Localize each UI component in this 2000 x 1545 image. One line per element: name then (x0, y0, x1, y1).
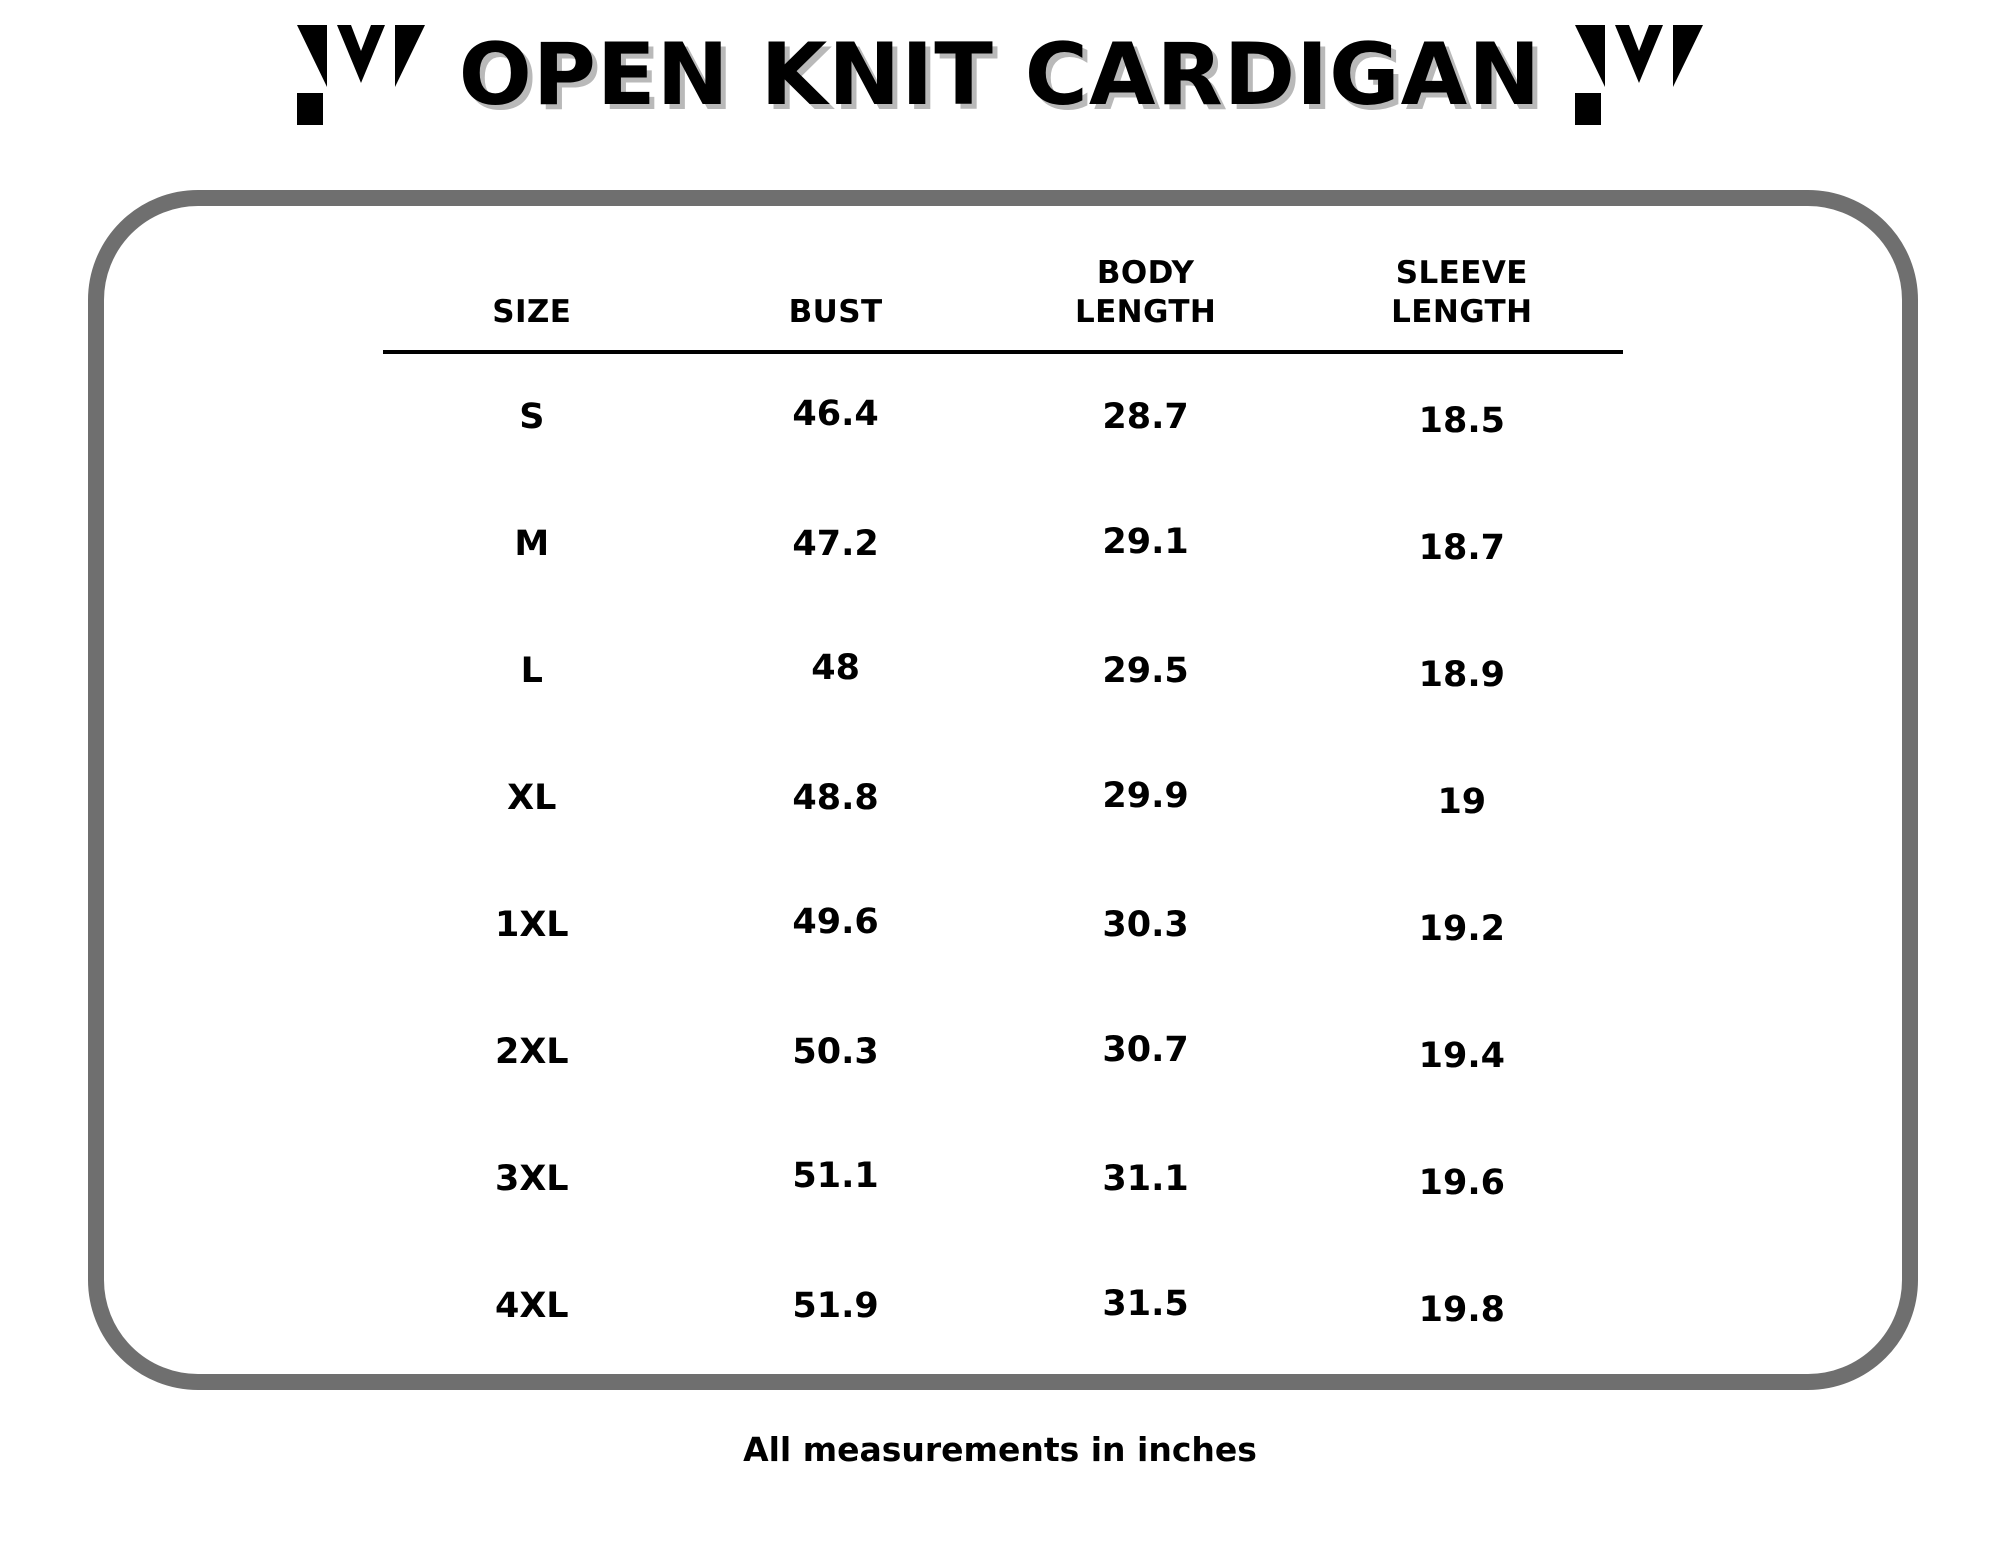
cell-body-length: 31.5 (1102, 1283, 1189, 1324)
cell-size: L (520, 651, 543, 691)
cell-sleeve-length: 19.8 (1418, 1289, 1505, 1330)
size-table-wrapper (383, 244, 1623, 1370)
measurement-units-note: All measurements in inches (743, 1430, 1257, 1469)
cell-body-length: 30.3 (1102, 905, 1189, 945)
table-row (383, 1116, 1623, 1243)
column-header-size (383, 244, 681, 352)
brand-chevron-logo-left (297, 21, 425, 129)
cell-size: 1XL (494, 905, 569, 945)
table-header-row (383, 244, 1623, 352)
column-header-bust-line1: BUST (788, 293, 883, 330)
column-header-body-length-line1: BODY (1096, 255, 1195, 291)
table-row (383, 481, 1623, 608)
cell-body-length: 29.1 (1102, 521, 1189, 562)
table-row (383, 352, 1623, 481)
table-row (383, 862, 1623, 989)
cell-sleeve-length: 19.2 (1418, 908, 1505, 949)
cell-body-length: 29.5 (1102, 651, 1189, 691)
cell-sleeve-length: 19.6 (1418, 1162, 1505, 1203)
table-row (383, 989, 1623, 1116)
page-title: OPEN KNIT CARDIGAN (458, 25, 1542, 125)
cell-bust: 49.6 (792, 901, 879, 942)
cell-bust: 50.3 (792, 1032, 879, 1072)
table-row (383, 735, 1623, 862)
page-header (0, 0, 2000, 125)
column-header-size-line1: SIZE (492, 293, 572, 330)
cell-body-length: 28.7 (1102, 397, 1189, 437)
cell-bust: 51.9 (792, 1286, 879, 1326)
cell-size: XL (507, 778, 557, 818)
cell-bust: 47.2 (792, 524, 879, 564)
cell-body-length: 31.1 (1102, 1159, 1189, 1199)
brand-chevron-logo-right (1575, 21, 1703, 129)
size-table-body (383, 352, 1623, 1370)
cell-body-length: 30.7 (1102, 1029, 1189, 1070)
column-header-body-length-line2: LENGTH (1074, 293, 1217, 330)
cell-bust: 48.8 (792, 778, 879, 818)
cell-sleeve-length: 18.9 (1418, 654, 1505, 695)
column-header-bust (681, 244, 991, 352)
cell-size: S (519, 397, 545, 437)
column-header-sleeve-length (1301, 244, 1623, 352)
cell-size: 3XL (494, 1159, 569, 1199)
size-table (383, 244, 1623, 1370)
cell-bust: 48 (811, 647, 860, 688)
cell-sleeve-length: 18.7 (1418, 527, 1505, 568)
column-header-body-length (991, 244, 1301, 352)
cell-sleeve-length: 18.5 (1418, 400, 1505, 441)
size-chart-card (88, 190, 1918, 1390)
size-table-head (383, 244, 1623, 352)
cell-size: M (514, 524, 550, 564)
cell-bust: 51.1 (792, 1155, 879, 1196)
table-row (383, 1243, 1623, 1370)
column-header-sleeve-length-line1: SLEEVE (1395, 255, 1528, 291)
cell-body-length: 29.9 (1102, 775, 1189, 816)
column-header-sleeve-length-line2: LENGTH (1391, 293, 1533, 330)
cell-sleeve-length: 19.4 (1418, 1035, 1505, 1076)
cell-size: 4XL (494, 1286, 569, 1326)
cell-size: 2XL (494, 1032, 569, 1072)
cell-bust: 46.4 (792, 393, 879, 434)
cell-sleeve-length: 19 (1437, 781, 1487, 822)
table-row (383, 608, 1623, 735)
